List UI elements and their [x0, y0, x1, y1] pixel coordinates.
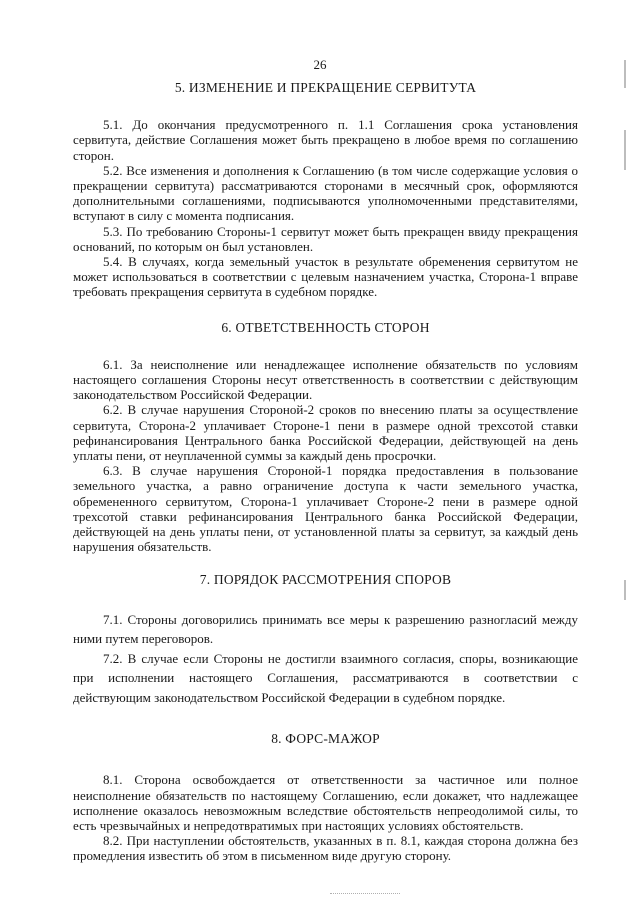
scan-edge-mark	[624, 130, 626, 170]
paragraph-6-2: 6.2. В случае нарушения Стороной-2 сроков по внесению платы за осуществление сервитута, Сторона-2 уплачивает Стороне-1 пени в размере одной трехсотой ставки рефинансирования Центрального банка Российской Федерации, действующей на день уплаты пени, от неуплаченной суммы за каждый день просрочки.	[73, 402, 578, 464]
page-number: 26	[313, 57, 327, 72]
paragraph-7-2: 7.2. В случае если Стороны не достигли взаимного согласия, споры, возникающие при исполнении настоящего Соглашения, рассматриваются в соответствии с действующим законодательством Российской Федерации в судебном порядке.	[73, 650, 578, 705]
paragraph-5-4: 5.4. В случаях, когда земельный участок в результате обременения сервитутом не может использоваться в соответствии с целевым назначением участка, Сторона-1 вправе требовать прекращения сервитута в судебном порядке.	[73, 254, 578, 300]
section-heading: 7. ПОРЯДОК РАССМОТРЕНИЯ СПОРОВ	[199, 572, 452, 588]
scan-bottom-mark	[330, 893, 400, 895]
paragraph-5-2: 5.2. Все изменения и дополнения к Соглашению (в том числе содержащие условия о прекращении сервитута) рассматриваются сторонами в месячный срок, оформляются дополнительными соглашениями, подписываются уполномоченными представителями, вступают в силу с момента подписания.	[73, 162, 578, 224]
paragraph-6-1: 6.1. За неисполнение или ненадлежащее исполнение обязательств по условиям настоящего соглашения Стороны несут ответственность в соответствии с действующим законодательством Российской Федерации.	[73, 356, 578, 403]
paragraph-8-2: 8.2. При наступлении обстоятельств, указанных в п. 8.1, каждая сторона должна без промедления известить об этом в письменном виде другую сторону.	[73, 833, 578, 864]
document-body	[73, 80, 578, 864]
paragraph-5-3: 5.3. По требованию Стороны-1 сервитут может быть прекращен ввиду прекращения оснований, по которым он был установлен.	[73, 223, 578, 254]
section-7	[73, 572, 578, 707]
section-8	[73, 731, 578, 863]
section-5	[73, 80, 578, 300]
paragraph-8-1: 8.1. Сторона освобождается от ответственности за частичное или полное неисполнение обязательств по настоящему Соглашению, если докажет, что надлежащее исполнение оказалось невозможным вследствие обстоятельств непреодолимой силы, то есть чрезвычайных и непредотвратимых при настоящих условиях обстоятельств.	[73, 772, 578, 833]
section-heading: 5. ИЗМЕНЕНИЕ И ПРЕКРАЩЕНИЕ СЕРВИТУТА	[174, 80, 477, 95]
paragraph-6-3: 6.3. В случае нарушения Стороной-1 порядка предоставления в пользование земельного участка, а равно ограничение доступа к части земельного участка, обремененного сервитутом, Сторона-1 уплачивает Стороне-2 пени в размере одной трехсотой ставки рефинансирования Центрального банка Российской Федерации, действующей на день уплаты пени, от установленной платы за сервитут, за каждый день нарушения обязательств.	[73, 463, 578, 555]
section-heading: 8. ФОРС-МАЖОР	[271, 731, 380, 747]
section-heading: 6. ОТВЕТСТВЕННОСТЬ СТОРОН	[221, 319, 430, 335]
scan-edge-mark	[624, 60, 626, 88]
paragraph-5-1: 5.1. До окончания предусмотренного п. 1.1 Соглашения срока установления сервитута, действие Соглашения может быть прекращено в любое время по соглашению сторон.	[73, 117, 578, 163]
scan-edge-mark	[624, 580, 626, 600]
paragraph-7-1: 7.1. Стороны договорились принимать все меры к разрешению разногласий между ними путем переговоров.	[73, 611, 578, 647]
section-6	[73, 320, 578, 555]
